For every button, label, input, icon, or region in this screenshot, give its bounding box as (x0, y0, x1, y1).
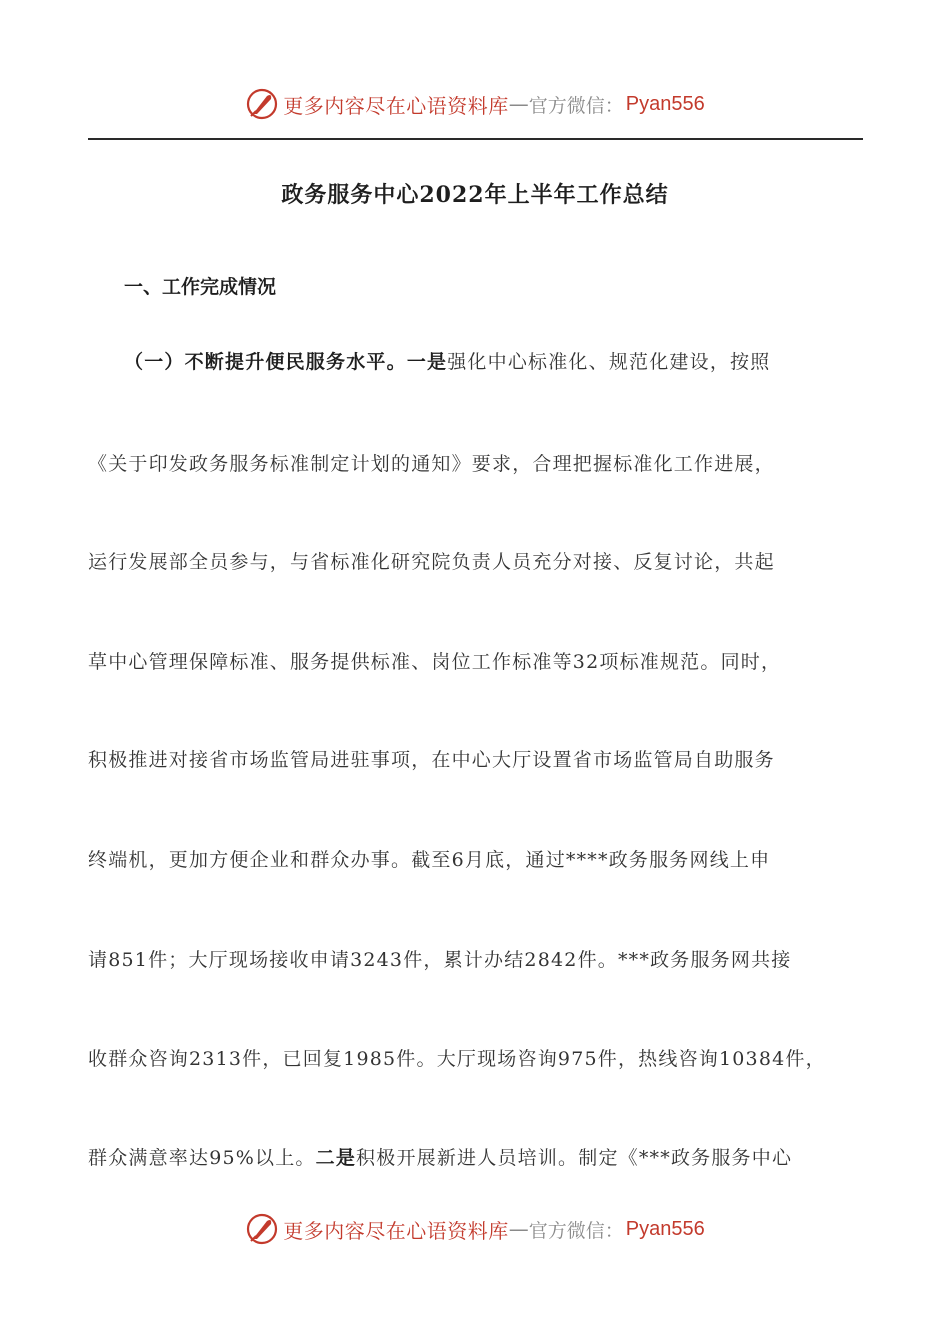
watermark-wechat-id: Pyan556 (625, 1217, 705, 1240)
paragraph-line-7: 请851件；大厅现场接收申请3243件，累计办结2842件。***政务服务网共接 (88, 949, 792, 971)
second-marker: 二是 (315, 1147, 357, 1169)
paragraph-line-6: 终端机，更加方便企业和群众办事。截至6月底，通过****政务服务网线上申 (88, 849, 771, 871)
paragraph-line-9-text-a: 群众满意率达95%以上。 (88, 1147, 316, 1169)
paragraph-line-8: 收群众咨询2313件，已回复1985件。大厅现场咨询975件，热线咨询10384件， (88, 1048, 826, 1070)
watermark-brand: 更多内容尽在心语资料库 (283, 93, 509, 118)
quill-logo-icon (245, 1212, 279, 1246)
paragraph-line-1 (124, 347, 909, 374)
paragraph-line-2: 《关于印发政务服务标准制定计划的通知》要求，合理把握标准化工作进展， (88, 453, 775, 475)
paragraph-lead: （一）不断提升便民服务水平。 (124, 351, 407, 373)
paragraph-line-9-text-b: 积极开展新进人员培训。制定《***政务服务中心 (356, 1147, 793, 1169)
document-title: 政务服务中心2022年上半年工作总结 (281, 182, 669, 208)
watermark-separator: — (508, 92, 529, 116)
section-heading: 一、工作完成情况 (124, 276, 277, 298)
first-marker: 一是 (406, 351, 448, 373)
quill-logo-icon (245, 87, 279, 121)
paragraph-line-5: 积极推进对接省市场监管局进驻事项，在中心大厅设置省市场监管局自助服务 (88, 749, 775, 771)
watermark-banner-bottom (0, 1207, 950, 1251)
watermark-separator: — (508, 1217, 529, 1241)
watermark-banner-top (0, 82, 950, 126)
paragraph-line-3: 运行发展部全员参与，与省标准化研究院负责人员充分对接、反复讨论，共起 (88, 551, 775, 573)
paragraph-line-4: 草中心管理保障标准、服务提供标准、岗位工作标准等32项标准规范。同时， (88, 651, 782, 673)
header-divider (88, 138, 863, 140)
watermark-brand: 更多内容尽在心语资料库 (283, 1218, 509, 1243)
watermark-official-label: 官方微信： (528, 94, 624, 117)
watermark-official-label: 官方微信： (528, 1219, 624, 1242)
paragraph-line-1-text: 强化中心标准化、规范化建设，按照 (447, 351, 771, 373)
paragraph-line-9 (88, 1143, 873, 1170)
watermark-wechat-id: Pyan556 (625, 92, 705, 115)
